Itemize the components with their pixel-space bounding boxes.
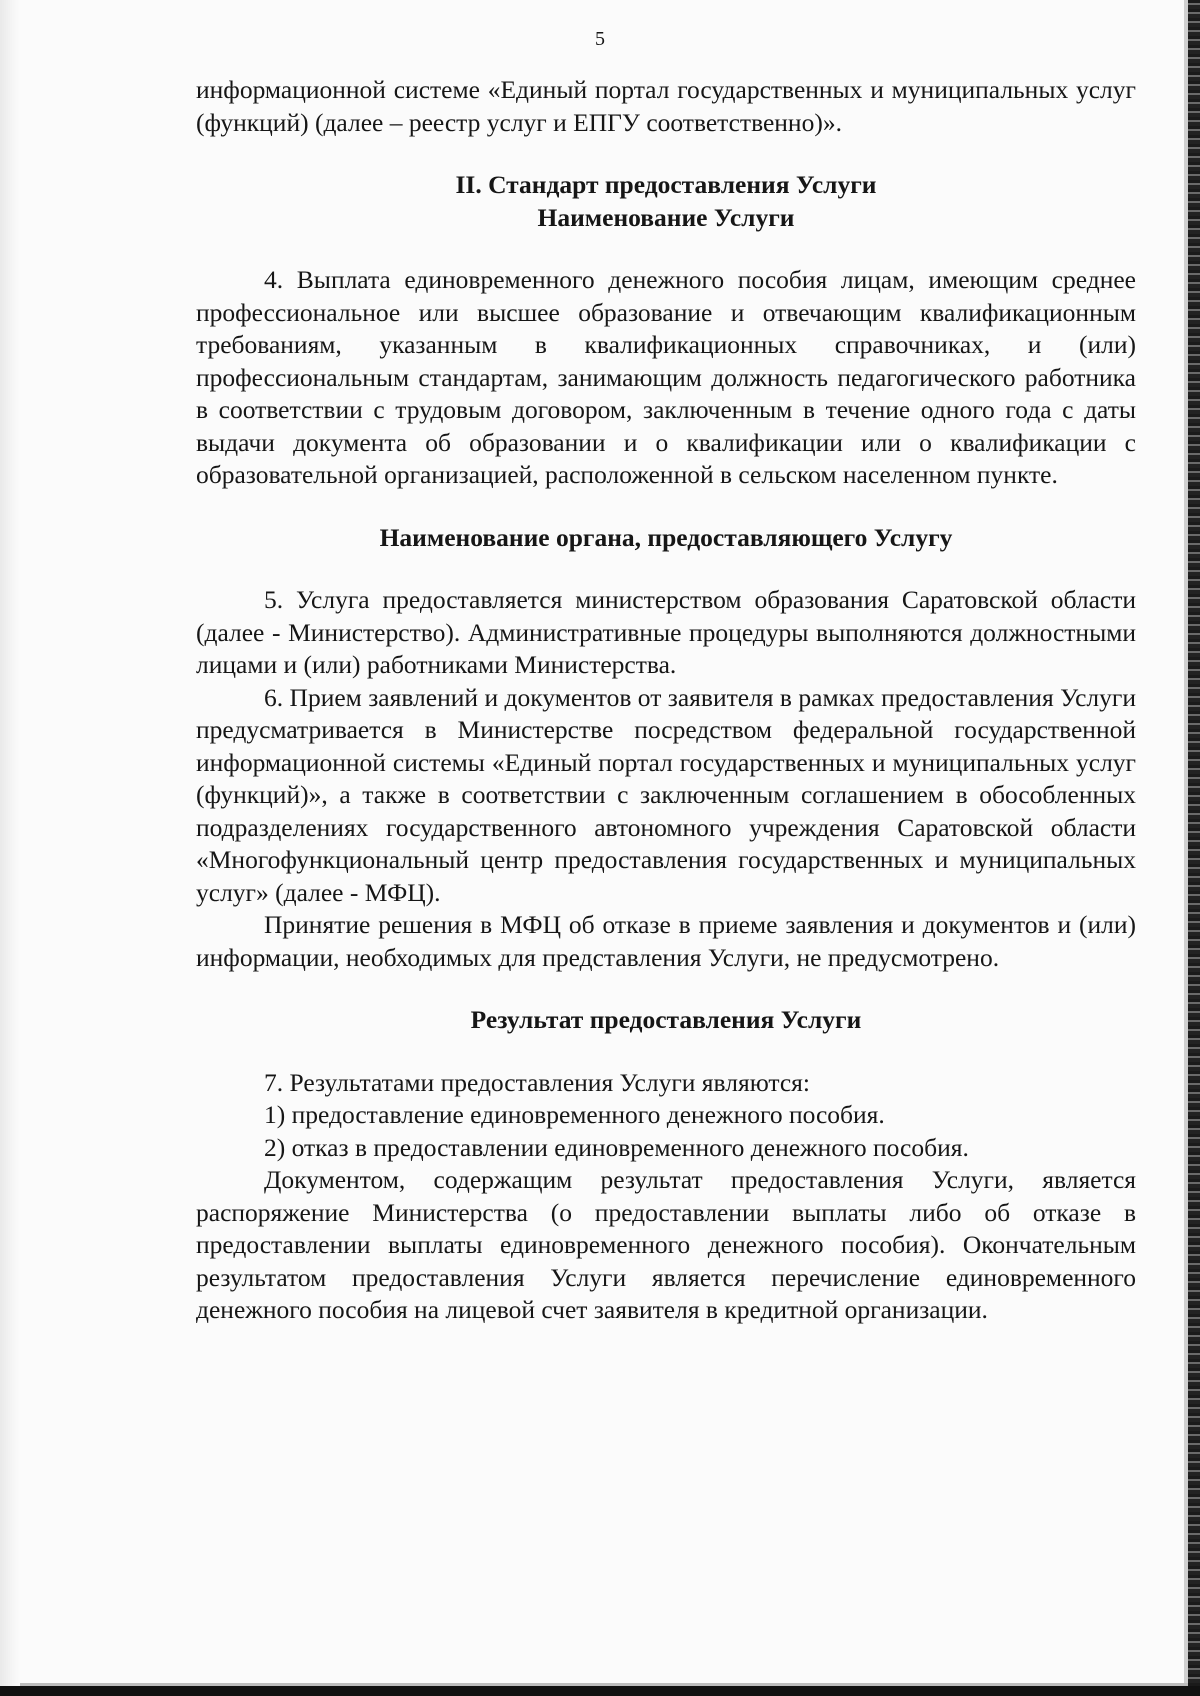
list-item: 2) отказ в предоставлении единовременного денежного пособия. xyxy=(264,1132,969,1162)
paragraph-mfc-refusal: Принятие решения в МФЦ об отказе в приеме заявления и документов и (или) информации, необходимых для представления Услуги, не предусмотрено. xyxy=(196,910,1136,972)
scan-edge-left xyxy=(0,0,20,1696)
paragraph-6: 6. Прием заявлений и документов от заявителя в рамках предоставления Услуги предусматривается в Министерстве посредством федеральной государственной информационной системы «Единый портал государственных и муниципальных услуг (функций)», а также в соответствии с заключенным соглашением в обособленных подразделениях государственного автономного учреждения Саратовской области «Многофункциональный центр предоставления государственных и муниципальных услуг» (далее - МФЦ). xyxy=(196,682,1136,907)
page-number: 5 xyxy=(595,28,605,50)
paragraph-result-document: Документом, содержащим результат предоставления Услуги, является распоряжение Министерства (о предоставлении выплаты либо об отказе в предоставлении выплаты единовременного денежного пособия). Окончательным результатом предоставления Услуги является перечисление единовременного денежного пособия на лицевой счет заявителя в кредитной организации. xyxy=(196,1165,1136,1324)
scan-edge-bottom xyxy=(0,1686,1200,1696)
paragraph-7: 7. Результатами предоставления Услуги являются: xyxy=(264,1067,810,1097)
subsection-heading: Наименование органа, предоставляющего Услугу xyxy=(379,522,953,552)
paragraph-4: 4. Выплата единовременного денежного пособия лицам, имеющим среднее профессиональное или высшее образование и отвечающим квалификационным требованиям, указанным в квалификационных справочниках, и (или) профессиональным стандартам, занимающим должность педагогического работника в соответствии с трудовым договором, заключенным в течение одного года с даты выдачи документа об образовании и о квалификации или о квалификации с образовательной организацией, расположенной в сельском населенном пункте. xyxy=(196,265,1136,489)
subsection-heading: Результат предоставления Услуги xyxy=(470,1005,862,1034)
scan-edge-right xyxy=(1188,0,1200,1696)
list-item: 1) предоставление единовременного денежного пособия. xyxy=(264,1100,885,1129)
paragraph-5: 5. Услуга предоставляется министерством образования Саратовской области (далее - Министерство). Административные процедуры выполняются должностными лицами и (или) работниками Министерства. xyxy=(196,585,1136,679)
subsection-heading: Наименование Услуги xyxy=(537,202,795,232)
paragraph-continuation: информационной системе «Единый портал государственных и муниципальных услуг (функций) (далее – реестр услуг и ЕПГУ соответственно)». xyxy=(196,75,1136,137)
document-body xyxy=(196,74,1136,1327)
section-heading: II. Стандарт предоставления Услуги xyxy=(455,170,877,199)
